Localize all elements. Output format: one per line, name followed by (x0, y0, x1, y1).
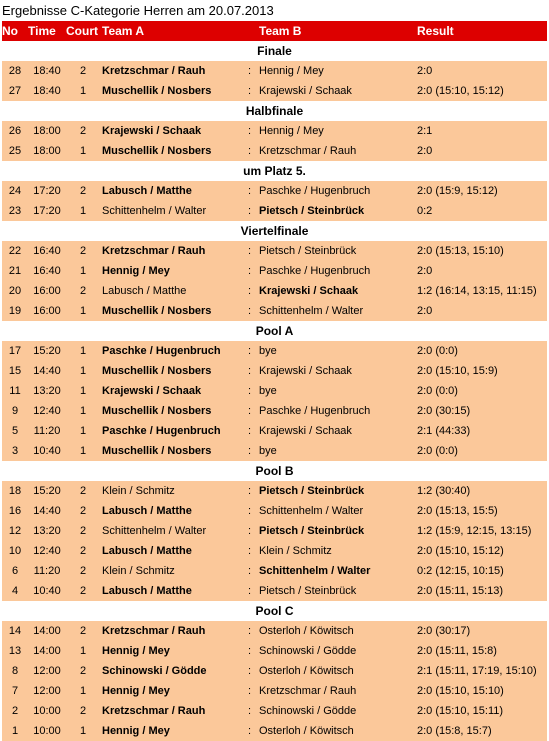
table-row (2, 81, 547, 101)
team-separator: : (248, 145, 252, 157)
team-separator: : (248, 265, 252, 277)
team-separator: : (248, 505, 252, 517)
section-heading-row (2, 221, 547, 241)
team-separator: : (248, 425, 252, 437)
team-separator: : (248, 305, 252, 317)
team-a: Schinowski / Gödde (102, 665, 207, 677)
match-number: 25 (8, 145, 22, 157)
team-b: Osterloh / Köwitsch (259, 625, 354, 637)
table-row (2, 141, 547, 161)
team-a: Kretzschmar / Rauh (102, 65, 206, 77)
section-heading: Finale (257, 44, 292, 58)
match-time: 16:40 (33, 245, 61, 257)
team-a: Hennig / Mey (102, 725, 170, 737)
match-time: 17:20 (33, 205, 61, 217)
team-separator: : (248, 585, 252, 597)
section-heading-row (2, 161, 547, 181)
team-a: Hennig / Mey (102, 645, 170, 657)
table-row (2, 621, 547, 641)
match-time: 12:40 (33, 405, 61, 417)
match-court: 2 (79, 505, 87, 517)
match-result: 2:0 (30:17) (417, 625, 471, 637)
match-time: 10:00 (33, 705, 61, 717)
team-a: Krajewski / Schaak (102, 125, 202, 137)
team-separator: : (248, 245, 252, 257)
team-b: Hennig / Mey (259, 125, 324, 137)
section-heading-row (2, 101, 547, 121)
match-number: 4 (11, 585, 19, 597)
team-b: Schittenhelm / Walter (259, 305, 364, 317)
team-a: Kretzschmar / Rauh (102, 625, 206, 637)
team-separator: : (248, 85, 252, 97)
team-separator: : (248, 485, 252, 497)
match-number: 17 (8, 345, 22, 357)
team-a: Klein / Schmitz (102, 565, 175, 577)
match-result: 2:0 (0:0) (417, 345, 458, 357)
table-row (2, 421, 547, 441)
table-row (2, 521, 547, 541)
team-b: Krajewski / Schaak (259, 85, 352, 97)
match-number: 15 (8, 365, 22, 377)
page-title: Ergebnisse C-Kategorie Herren am 20.07.2013 (2, 3, 274, 18)
match-time: 16:00 (33, 285, 61, 297)
match-result: 2:0 (15:10, 15:9) (417, 365, 498, 377)
match-result: 2:0 (417, 305, 433, 317)
match-court: 1 (79, 345, 87, 357)
match-result: 2:0 (15:11, 15:13) (417, 585, 504, 597)
match-court: 2 (79, 665, 87, 677)
match-number: 9 (11, 405, 19, 417)
match-result: 2:0 (30:15) (417, 405, 471, 417)
team-b: bye (259, 345, 277, 357)
section-heading: Viertelfinale (240, 224, 309, 238)
match-court: 2 (79, 65, 87, 77)
match-number: 10 (8, 545, 22, 557)
team-b: Schinowski / Gödde (259, 645, 357, 657)
team-a: Muschellik / Nosbers (102, 305, 212, 317)
table-header (2, 21, 547, 41)
table-row (2, 281, 547, 301)
match-court: 2 (79, 625, 87, 637)
match-court: 2 (79, 485, 87, 497)
match-number: 28 (8, 65, 22, 77)
match-result: 2:0 (417, 65, 433, 77)
team-separator: : (248, 405, 252, 417)
match-number: 5 (11, 425, 19, 437)
team-b: Paschke / Hugenbruch (259, 185, 371, 197)
match-court: 1 (79, 725, 87, 737)
match-result: 0:2 (417, 205, 433, 217)
results-table (2, 21, 547, 741)
team-a: Muschellik / Nosbers (102, 405, 212, 417)
team-b: bye (259, 385, 277, 397)
section-heading-row (2, 321, 547, 341)
table-row (2, 481, 547, 501)
table-row (2, 541, 547, 561)
table-row (2, 681, 547, 701)
match-number: 24 (8, 185, 22, 197)
team-b: Pietsch / Steinbrück (259, 205, 365, 217)
match-court: 2 (79, 525, 87, 537)
table-row (2, 501, 547, 521)
table-row (2, 441, 547, 461)
match-time: 13:20 (33, 525, 61, 537)
team-separator: : (248, 285, 252, 297)
team-a: Paschke / Hugenbruch (102, 425, 221, 437)
match-time: 10:00 (33, 725, 61, 737)
match-time: 11:20 (33, 565, 61, 577)
match-court: 1 (79, 85, 87, 97)
match-result: 2:0 (15:11, 15:8) (417, 645, 497, 657)
match-number: 18 (8, 485, 22, 497)
table-row (2, 241, 547, 261)
match-number: 1 (11, 725, 19, 737)
team-separator: : (248, 345, 252, 357)
match-time: 12:00 (33, 665, 61, 677)
team-b: Osterloh / Köwitsch (259, 725, 354, 737)
section-heading-row (2, 41, 547, 61)
match-result: 2:0 (15:13, 15:10) (417, 245, 504, 257)
team-separator: : (248, 125, 252, 137)
match-time: 18:40 (33, 85, 61, 97)
table-row (2, 701, 547, 721)
table-row (2, 581, 547, 601)
team-separator: : (248, 725, 252, 737)
column-header-result: Result (417, 24, 454, 38)
match-result: 2:0 (15:13, 15:5) (417, 505, 498, 517)
match-court: 1 (79, 205, 87, 217)
match-result: 2:0 (417, 265, 433, 277)
results-body (2, 41, 547, 741)
team-a: Muschellik / Nosbers (102, 365, 212, 377)
column-header-separator (248, 21, 259, 41)
match-court: 2 (79, 245, 87, 257)
match-time: 18:40 (33, 65, 61, 77)
match-number: 22 (8, 245, 22, 257)
team-separator: : (248, 65, 252, 77)
team-b: Krajewski / Schaak (259, 285, 359, 297)
match-time: 12:40 (33, 545, 61, 557)
match-number: 8 (11, 665, 19, 677)
match-time: 14:40 (33, 505, 61, 517)
match-time: 13:20 (33, 385, 61, 397)
match-court: 2 (79, 705, 87, 717)
match-court: 2 (79, 545, 87, 557)
match-result: 2:1 (44:33) (417, 425, 471, 437)
section-heading: Pool B (255, 464, 294, 478)
team-a: Muschellik / Nosbers (102, 445, 212, 457)
match-number: 21 (8, 265, 22, 277)
team-separator: : (248, 525, 252, 537)
team-b: Kretzschmar / Rauh (259, 145, 357, 157)
table-row (2, 261, 547, 281)
team-b: Kretzschmar / Rauh (259, 685, 357, 697)
match-time: 18:00 (33, 145, 61, 157)
match-result: 2:1 (417, 125, 433, 137)
match-result: 2:0 (0:0) (417, 445, 458, 457)
match-court: 1 (79, 685, 87, 697)
table-row (2, 121, 547, 141)
team-separator: : (248, 185, 252, 197)
match-court: 1 (79, 305, 87, 317)
match-court: 1 (79, 445, 87, 457)
table-row (2, 361, 547, 381)
match-result: 2:0 (15:10, 15:12) (417, 85, 504, 97)
match-time: 14:00 (33, 625, 61, 637)
team-a: Labusch / Matthe (102, 545, 192, 557)
section-heading-row (2, 461, 547, 481)
team-b: Schittenhelm / Walter (259, 565, 371, 577)
team-b: Schittenhelm / Walter (259, 505, 364, 517)
table-row (2, 181, 547, 201)
match-court: 2 (79, 285, 87, 297)
table-row (2, 401, 547, 421)
match-result: 2:0 (15:8, 15:7) (417, 725, 492, 737)
match-number: 26 (8, 125, 22, 137)
match-court: 1 (79, 385, 87, 397)
match-time: 12:00 (33, 685, 61, 697)
team-separator: : (248, 365, 252, 377)
match-time: 15:20 (33, 345, 61, 357)
team-separator: : (248, 445, 252, 457)
match-court: 2 (79, 565, 87, 577)
table-row (2, 201, 547, 221)
match-time: 17:20 (33, 185, 61, 197)
team-separator: : (248, 685, 252, 697)
team-b: Osterloh / Köwitsch (259, 665, 354, 677)
match-result: 2:0 (0:0) (417, 385, 458, 397)
team-separator: : (248, 385, 252, 397)
match-result: 1:2 (15:9, 12:15, 13:15) (417, 525, 532, 537)
match-number: 20 (8, 285, 22, 297)
section-heading: um Platz 5. (243, 164, 306, 178)
table-row (2, 721, 547, 741)
team-b: Hennig / Mey (259, 65, 324, 77)
team-a: Muschellik / Nosbers (102, 145, 212, 157)
match-number: 23 (8, 205, 22, 217)
match-court: 2 (79, 585, 87, 597)
match-time: 10:40 (33, 585, 61, 597)
match-result: 2:0 (15:10, 15:10) (417, 685, 504, 697)
team-b: Krajewski / Schaak (259, 365, 352, 377)
team-a: Klein / Schmitz (102, 485, 175, 497)
team-separator: : (248, 705, 252, 717)
team-b: Klein / Schmitz (259, 545, 332, 557)
match-number: 14 (8, 625, 22, 637)
section-heading: Pool C (255, 604, 294, 618)
match-court: 1 (79, 265, 87, 277)
match-result: 2:0 (15:10, 15:11) (417, 705, 504, 717)
team-a: Schittenhelm / Walter (102, 205, 207, 217)
match-court: 2 (79, 185, 87, 197)
team-a: Kretzschmar / Rauh (102, 245, 206, 257)
team-a: Krajewski / Schaak (102, 385, 202, 397)
team-b: Paschke / Hugenbruch (259, 405, 371, 417)
section-heading: Halbfinale (245, 104, 304, 118)
team-separator: : (248, 205, 252, 217)
match-result: 2:1 (15:11, 17:19, 15:10) (417, 665, 537, 677)
column-header-time: Time (28, 24, 56, 38)
match-number: 7 (11, 685, 19, 697)
team-a: Hennig / Mey (102, 685, 170, 697)
team-a: Labusch / Matthe (102, 505, 192, 517)
match-result: 0:2 (12:15, 10:15) (417, 565, 504, 577)
team-b: Pietsch / Steinbrück (259, 585, 357, 597)
team-separator: : (248, 625, 252, 637)
match-result: 1:2 (16:14, 13:15, 11:15) (417, 285, 537, 297)
match-number: 6 (11, 565, 19, 577)
match-time: 18:00 (33, 125, 61, 137)
table-row (2, 301, 547, 321)
match-time: 14:00 (33, 645, 61, 657)
table-row (2, 61, 547, 81)
match-time: 15:20 (33, 485, 61, 497)
match-court: 1 (79, 645, 87, 657)
team-separator: : (248, 545, 252, 557)
match-number: 2 (11, 705, 19, 717)
team-b: Krajewski / Schaak (259, 425, 352, 437)
team-separator: : (248, 665, 252, 677)
team-b: Paschke / Hugenbruch (259, 265, 371, 277)
column-header-team-b: Team B (259, 24, 302, 38)
match-result: 2:0 (15:9, 15:12) (417, 185, 498, 197)
team-b: Pietsch / Steinbrück (259, 525, 365, 537)
team-b: Pietsch / Steinbrück (259, 245, 357, 257)
team-separator: : (248, 565, 252, 577)
column-header-court: Court (66, 24, 98, 38)
match-court: 2 (79, 125, 87, 137)
match-court: 1 (79, 405, 87, 417)
table-row (2, 641, 547, 661)
table-row (2, 661, 547, 681)
table-row (2, 561, 547, 581)
team-a: Kretzschmar / Rauh (102, 705, 206, 717)
match-time: 11:20 (33, 425, 61, 437)
team-b: Pietsch / Steinbrück (259, 485, 365, 497)
team-a: Labusch / Matthe (102, 585, 192, 597)
team-a: Hennig / Mey (102, 265, 170, 277)
match-number: 11 (9, 385, 21, 397)
match-time: 14:40 (33, 365, 61, 377)
match-number: 27 (8, 85, 22, 97)
section-heading-row (2, 601, 547, 621)
match-number: 16 (8, 505, 22, 517)
match-court: 1 (79, 365, 87, 377)
match-result: 2:0 (15:10, 15:12) (417, 545, 504, 557)
team-a: Labusch / Matthe (102, 285, 187, 297)
team-a: Schittenhelm / Walter (102, 525, 207, 537)
match-result: 1:2 (30:40) (417, 485, 471, 497)
team-separator: : (248, 645, 252, 657)
team-b: bye (259, 445, 277, 457)
match-number: 19 (8, 305, 22, 317)
match-time: 10:40 (33, 445, 61, 457)
match-result: 2:0 (417, 145, 433, 157)
match-court: 1 (79, 425, 87, 437)
team-a: Paschke / Hugenbruch (102, 345, 221, 357)
section-heading: Pool A (255, 324, 294, 338)
team-b: Schinowski / Gödde (259, 705, 357, 717)
match-number: 12 (8, 525, 22, 537)
match-number: 3 (11, 445, 19, 457)
column-header-no: No (2, 24, 18, 38)
match-time: 16:40 (33, 265, 61, 277)
team-a: Labusch / Matthe (102, 185, 192, 197)
team-a: Muschellik / Nosbers (102, 85, 212, 97)
column-header-team-a: Team A (102, 24, 145, 38)
match-number: 13 (8, 645, 22, 657)
table-row (2, 341, 547, 361)
table-row (2, 381, 547, 401)
match-court: 1 (79, 145, 87, 157)
match-time: 16:00 (33, 305, 61, 317)
